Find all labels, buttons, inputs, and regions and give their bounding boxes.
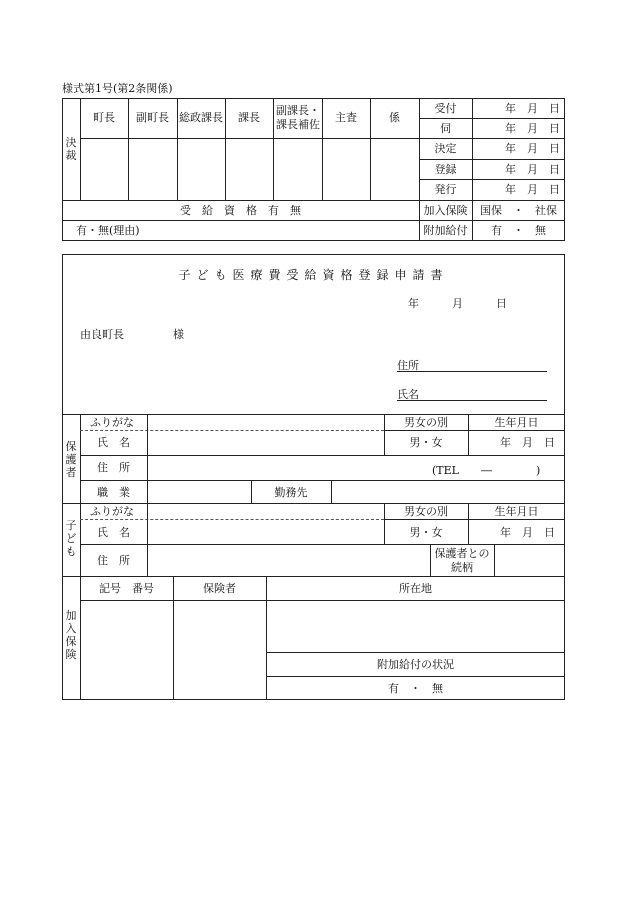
- child-furigana-label: ふりがな: [90, 505, 134, 518]
- insurance-type-value: 国保 ・ 社保: [480, 204, 557, 217]
- guardian-birth-header: 生年月日: [494, 416, 539, 429]
- child-birth-value: 年 月 日: [500, 526, 555, 539]
- insurer-location-header: 所在地: [399, 582, 432, 595]
- qualification-status: 受 給 資 格 有 無: [180, 204, 301, 217]
- guardian-sex-value: 男・女: [409, 436, 443, 449]
- date-label-registration: 登録: [434, 163, 457, 176]
- child-birth-header: 生年月日: [494, 505, 539, 518]
- date-label-issuance: 発行: [434, 183, 457, 196]
- applicant-address-label: 住所: [397, 359, 419, 372]
- form-id: 様式第1号(第2条関係): [62, 82, 173, 95]
- extra-benefit-value: 有 ・ 無: [491, 224, 546, 237]
- addressee: 由良町長: [80, 328, 124, 341]
- approval-header-mayor: 町長: [93, 111, 115, 124]
- application-date: 年 月 日: [408, 297, 507, 310]
- child-section-label: 子ども: [65, 519, 77, 558]
- extra-benefit-status-header: 附加給付の状況: [377, 658, 454, 671]
- date-value-received: 年 月 日: [505, 102, 560, 115]
- date-label-received: 受付: [434, 102, 457, 115]
- approval-header-section-chief: 課長: [238, 111, 260, 124]
- guardian-furigana-label: ふりがな: [90, 416, 134, 429]
- guardian-workplace-label: 勤務先: [274, 486, 308, 499]
- extra-benefit-status-value: 有 ・ 無: [388, 682, 443, 695]
- child-sex-header: 男女の別: [404, 505, 448, 518]
- date-value-inquiry: 年 月 日: [505, 122, 560, 135]
- date-label-decision: 決定: [434, 142, 457, 155]
- insurance-type-label: 加入保険: [423, 204, 468, 217]
- approval-header-general-manager: 総政課長: [179, 111, 223, 124]
- date-value-registration: 年 月 日: [505, 163, 560, 176]
- date-value-decision: 年 月 日: [505, 142, 560, 155]
- guardian-tel: (TEL ― ): [432, 464, 541, 477]
- insurance-number-header: 記号 番号: [99, 582, 154, 595]
- date-value-issuance: 年 月 日: [505, 183, 560, 196]
- child-relation-label: 保護者との続柄: [434, 547, 490, 574]
- guardian-name-label: 氏 名: [97, 436, 130, 449]
- guardian-birth-value: 年 月 日: [500, 436, 555, 449]
- guardian-address-label: 住 所: [97, 461, 130, 474]
- application-border: [62, 254, 565, 700]
- insurance-section-label: 加入保険: [65, 609, 77, 661]
- guardian-job-label: 職 業: [97, 486, 130, 499]
- guardian-section-label: 保護者: [65, 440, 77, 479]
- guardian-sex-header: 男女の別: [404, 416, 448, 429]
- honorific: 様: [173, 328, 184, 341]
- child-name-label: 氏 名: [97, 526, 130, 539]
- insurer-header: 保険者: [203, 582, 236, 595]
- child-sex-value: 男・女: [409, 526, 443, 539]
- approval-header-deputy-chief: 副課長・課長補佐: [276, 104, 320, 131]
- form-title: 子ども医療費受給資格登録申請書: [178, 268, 449, 282]
- extra-benefit-label: 附加給付: [423, 224, 468, 237]
- approval-header-chief-examiner: 主査: [335, 111, 357, 124]
- approval-header-staff: 係: [389, 111, 400, 124]
- date-label-inquiry: 伺: [440, 122, 451, 135]
- approval-label: 決裁: [65, 136, 77, 162]
- applicant-address-line: [397, 371, 547, 372]
- applicant-name-line: [397, 400, 547, 401]
- applicant-name-label: 氏名: [397, 388, 419, 401]
- reason-field: 有・無(理由): [76, 224, 140, 237]
- approval-header-deputy-mayor: 副町長: [136, 111, 169, 124]
- child-address-label: 住 所: [97, 554, 130, 567]
